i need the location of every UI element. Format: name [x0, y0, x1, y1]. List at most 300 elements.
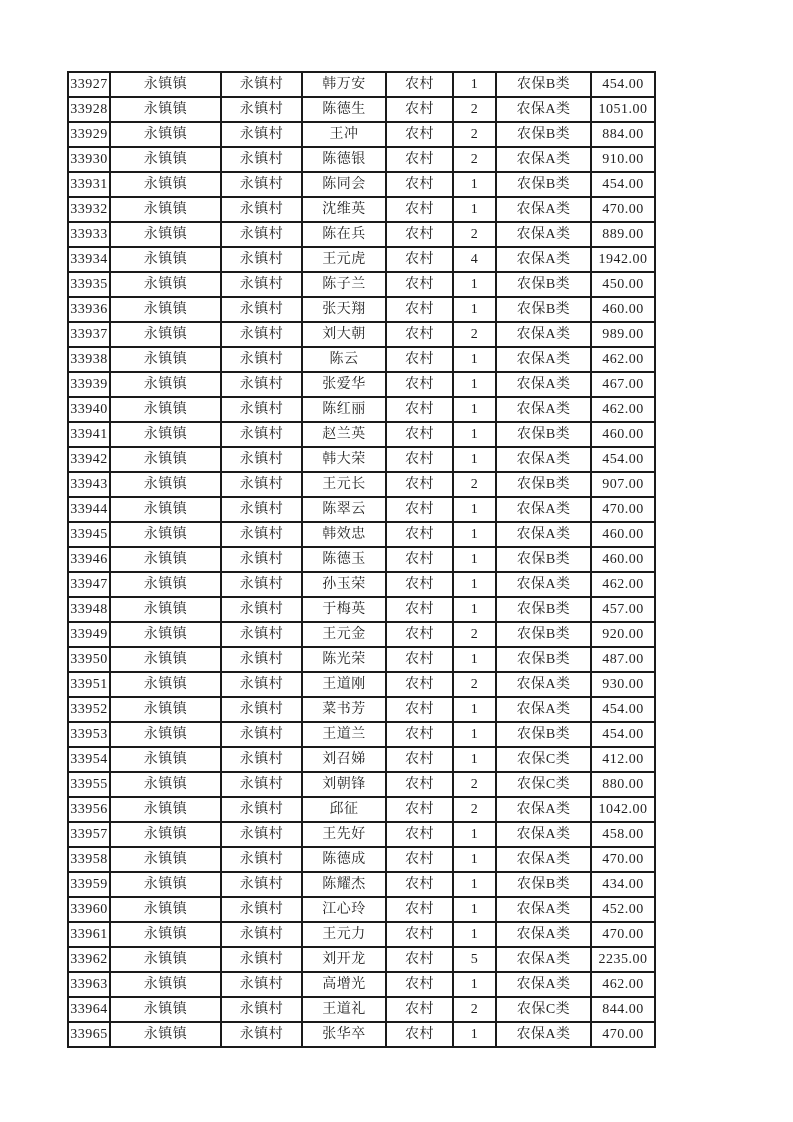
cell-village: 永镇村 [221, 347, 302, 372]
cell-amount: 450.00 [591, 272, 655, 297]
cell-village: 永镇村 [221, 497, 302, 522]
cell-amount: 1942.00 [591, 247, 655, 272]
cell-amount: 457.00 [591, 597, 655, 622]
table-row [68, 447, 655, 472]
table-row [68, 772, 655, 797]
cell-amount: 889.00 [591, 222, 655, 247]
cell-category: 农村 [386, 472, 453, 497]
cell-village: 永镇村 [221, 722, 302, 747]
cell-id: 33942 [68, 447, 110, 472]
cell-id: 33957 [68, 822, 110, 847]
cell-amount: 1051.00 [591, 97, 655, 122]
cell-village: 永镇村 [221, 822, 302, 847]
table-row [68, 122, 655, 147]
cell-village: 永镇村 [221, 322, 302, 347]
cell-id: 33956 [68, 797, 110, 822]
cell-town: 永镇镇 [110, 997, 221, 1022]
cell-count: 1 [453, 647, 496, 672]
cell-id: 33931 [68, 172, 110, 197]
cell-name: 陈红丽 [302, 397, 386, 422]
cell-category: 农村 [386, 297, 453, 322]
cell-category: 农村 [386, 797, 453, 822]
cell-category: 农村 [386, 697, 453, 722]
cell-town: 永镇镇 [110, 597, 221, 622]
cell-insurance_type: 农保A类 [496, 147, 591, 172]
cell-town: 永镇镇 [110, 872, 221, 897]
cell-amount: 454.00 [591, 172, 655, 197]
cell-category: 农村 [386, 172, 453, 197]
table-row [68, 647, 655, 672]
cell-insurance_type: 农保B类 [496, 472, 591, 497]
cell-category: 农村 [386, 247, 453, 272]
cell-village: 永镇村 [221, 972, 302, 997]
table-row [68, 847, 655, 872]
cell-category: 农村 [386, 822, 453, 847]
cell-amount: 470.00 [591, 197, 655, 222]
cell-insurance_type: 农保B类 [496, 722, 591, 747]
cell-town: 永镇镇 [110, 147, 221, 172]
cell-town: 永镇镇 [110, 472, 221, 497]
cell-insurance_type: 农保A类 [496, 347, 591, 372]
cell-id: 33940 [68, 397, 110, 422]
cell-village: 永镇村 [221, 947, 302, 972]
cell-name: 陈在兵 [302, 222, 386, 247]
table-row [68, 747, 655, 772]
cell-village: 永镇村 [221, 572, 302, 597]
cell-town: 永镇镇 [110, 197, 221, 222]
cell-id: 33955 [68, 772, 110, 797]
cell-category: 农村 [386, 872, 453, 897]
table-row [68, 372, 655, 397]
cell-count: 1 [453, 1022, 496, 1047]
cell-count: 1 [453, 522, 496, 547]
cell-village: 永镇村 [221, 397, 302, 422]
table-row [68, 422, 655, 447]
cell-amount: 470.00 [591, 1022, 655, 1047]
table-row [68, 1022, 655, 1047]
cell-insurance_type: 农保A类 [496, 247, 591, 272]
cell-id: 33934 [68, 247, 110, 272]
cell-amount: 462.00 [591, 347, 655, 372]
cell-town: 永镇镇 [110, 747, 221, 772]
cell-name: 陈云 [302, 347, 386, 372]
cell-village: 永镇村 [221, 672, 302, 697]
cell-village: 永镇村 [221, 847, 302, 872]
cell-insurance_type: 农保A类 [496, 922, 591, 947]
cell-amount: 434.00 [591, 872, 655, 897]
cell-name: 孙玉荣 [302, 572, 386, 597]
cell-category: 农村 [386, 622, 453, 647]
cell-insurance_type: 农保A类 [496, 97, 591, 122]
cell-town: 永镇镇 [110, 647, 221, 672]
table-row [68, 972, 655, 997]
cell-amount: 1042.00 [591, 797, 655, 822]
cell-category: 农村 [386, 672, 453, 697]
cell-village: 永镇村 [221, 922, 302, 947]
cell-insurance_type: 农保B类 [496, 72, 591, 97]
table-row [68, 622, 655, 647]
cell-amount: 930.00 [591, 672, 655, 697]
cell-insurance_type: 农保A类 [496, 697, 591, 722]
table-row [68, 522, 655, 547]
cell-id: 33954 [68, 747, 110, 772]
cell-village: 永镇村 [221, 72, 302, 97]
cell-count: 1 [453, 297, 496, 322]
cell-insurance_type: 农保A类 [496, 397, 591, 422]
cell-count: 1 [453, 972, 496, 997]
cell-id: 33950 [68, 647, 110, 672]
cell-amount: 458.00 [591, 822, 655, 847]
cell-amount: 462.00 [591, 397, 655, 422]
cell-id: 33935 [68, 272, 110, 297]
cell-count: 1 [453, 747, 496, 772]
cell-count: 2 [453, 622, 496, 647]
table-row [68, 497, 655, 522]
table-row [68, 472, 655, 497]
cell-insurance_type: 农保B类 [496, 422, 591, 447]
cell-village: 永镇村 [221, 222, 302, 247]
cell-village: 永镇村 [221, 997, 302, 1022]
cell-id: 33965 [68, 1022, 110, 1047]
cell-count: 2 [453, 472, 496, 497]
cell-id: 33930 [68, 147, 110, 172]
cell-id: 33946 [68, 547, 110, 572]
cell-id: 33961 [68, 922, 110, 947]
cell-count: 1 [453, 272, 496, 297]
cell-name: 陈同会 [302, 172, 386, 197]
cell-village: 永镇村 [221, 597, 302, 622]
cell-name: 王道兰 [302, 722, 386, 747]
cell-insurance_type: 农保A类 [496, 222, 591, 247]
cell-name: 陈德成 [302, 847, 386, 872]
cell-category: 农村 [386, 122, 453, 147]
cell-amount: 462.00 [591, 972, 655, 997]
cell-amount: 844.00 [591, 997, 655, 1022]
cell-id: 33932 [68, 197, 110, 222]
cell-id: 33959 [68, 872, 110, 897]
cell-town: 永镇镇 [110, 497, 221, 522]
cell-name: 赵兰英 [302, 422, 386, 447]
table-row [68, 72, 655, 97]
table-row [68, 397, 655, 422]
cell-category: 农村 [386, 347, 453, 372]
cell-name: 菜书芳 [302, 697, 386, 722]
cell-name: 张爱华 [302, 372, 386, 397]
cell-village: 永镇村 [221, 472, 302, 497]
cell-name: 陈翠云 [302, 497, 386, 522]
cell-insurance_type: 农保B类 [496, 272, 591, 297]
cell-category: 农村 [386, 422, 453, 447]
cell-town: 永镇镇 [110, 822, 221, 847]
cell-category: 农村 [386, 772, 453, 797]
cell-amount: 454.00 [591, 72, 655, 97]
cell-category: 农村 [386, 222, 453, 247]
cell-id: 33945 [68, 522, 110, 547]
cell-id: 33943 [68, 472, 110, 497]
table-row [68, 197, 655, 222]
cell-name: 韩大荣 [302, 447, 386, 472]
cell-town: 永镇镇 [110, 547, 221, 572]
cell-name: 王元虎 [302, 247, 386, 272]
cell-name: 高增光 [302, 972, 386, 997]
cell-category: 农村 [386, 572, 453, 597]
cell-insurance_type: 农保A类 [496, 897, 591, 922]
cell-category: 农村 [386, 647, 453, 672]
cell-name: 韩万安 [302, 72, 386, 97]
cell-town: 永镇镇 [110, 672, 221, 697]
cell-amount: 460.00 [591, 422, 655, 447]
table-row [68, 922, 655, 947]
cell-insurance_type: 农保B类 [496, 122, 591, 147]
cell-name: 王冲 [302, 122, 386, 147]
table-row [68, 297, 655, 322]
cell-count: 2 [453, 222, 496, 247]
cell-town: 永镇镇 [110, 522, 221, 547]
table-row [68, 997, 655, 1022]
table-row [68, 347, 655, 372]
cell-town: 永镇镇 [110, 122, 221, 147]
cell-id: 33964 [68, 997, 110, 1022]
cell-village: 永镇村 [221, 422, 302, 447]
cell-town: 永镇镇 [110, 447, 221, 472]
table-row [68, 247, 655, 272]
cell-amount: 907.00 [591, 472, 655, 497]
table-row [68, 572, 655, 597]
cell-amount: 884.00 [591, 122, 655, 147]
cell-id: 33953 [68, 722, 110, 747]
cell-town: 永镇镇 [110, 347, 221, 372]
cell-town: 永镇镇 [110, 172, 221, 197]
cell-town: 永镇镇 [110, 422, 221, 447]
cell-town: 永镇镇 [110, 247, 221, 272]
cell-category: 农村 [386, 597, 453, 622]
cell-id: 33952 [68, 697, 110, 722]
cell-count: 1 [453, 197, 496, 222]
cell-name: 王元金 [302, 622, 386, 647]
table-row [68, 272, 655, 297]
cell-insurance_type: 农保C类 [496, 997, 591, 1022]
cell-insurance_type: 农保A类 [496, 522, 591, 547]
cell-insurance_type: 农保A类 [496, 197, 591, 222]
cell-town: 永镇镇 [110, 572, 221, 597]
cell-id: 33938 [68, 347, 110, 372]
cell-village: 永镇村 [221, 547, 302, 572]
cell-insurance_type: 农保A类 [496, 372, 591, 397]
cell-count: 2 [453, 147, 496, 172]
cell-town: 永镇镇 [110, 797, 221, 822]
cell-category: 农村 [386, 497, 453, 522]
cell-village: 永镇村 [221, 172, 302, 197]
cell-category: 农村 [386, 847, 453, 872]
cell-town: 永镇镇 [110, 322, 221, 347]
cell-name: 陈德生 [302, 97, 386, 122]
cell-count: 4 [453, 247, 496, 272]
cell-amount: 460.00 [591, 547, 655, 572]
cell-insurance_type: 农保B类 [496, 872, 591, 897]
cell-amount: 460.00 [591, 297, 655, 322]
cell-town: 永镇镇 [110, 922, 221, 947]
cell-amount: 454.00 [591, 447, 655, 472]
cell-id: 33963 [68, 972, 110, 997]
cell-id: 33949 [68, 622, 110, 647]
cell-town: 永镇镇 [110, 397, 221, 422]
cell-town: 永镇镇 [110, 772, 221, 797]
table-row [68, 897, 655, 922]
cell-amount: 487.00 [591, 647, 655, 672]
cell-category: 农村 [386, 147, 453, 172]
cell-village: 永镇村 [221, 272, 302, 297]
cell-category: 农村 [386, 372, 453, 397]
cell-category: 农村 [386, 272, 453, 297]
cell-name: 刘开龙 [302, 947, 386, 972]
cell-count: 1 [453, 572, 496, 597]
cell-id: 33939 [68, 372, 110, 397]
cell-amount: 412.00 [591, 747, 655, 772]
cell-count: 1 [453, 497, 496, 522]
cell-count: 2 [453, 122, 496, 147]
cell-name: 刘大朝 [302, 322, 386, 347]
cell-category: 农村 [386, 72, 453, 97]
cell-name: 邱征 [302, 797, 386, 822]
cell-village: 永镇村 [221, 872, 302, 897]
cell-count: 1 [453, 547, 496, 572]
cell-name: 江心玲 [302, 897, 386, 922]
cell-town: 永镇镇 [110, 972, 221, 997]
cell-name: 王道刚 [302, 672, 386, 697]
cell-category: 农村 [386, 522, 453, 547]
cell-name: 王元力 [302, 922, 386, 947]
table-row [68, 172, 655, 197]
cell-amount: 452.00 [591, 897, 655, 922]
cell-amount: 470.00 [591, 497, 655, 522]
cell-category: 农村 [386, 997, 453, 1022]
table-row [68, 322, 655, 347]
cell-town: 永镇镇 [110, 72, 221, 97]
cell-count: 5 [453, 947, 496, 972]
table-row [68, 947, 655, 972]
cell-id: 33928 [68, 97, 110, 122]
cell-insurance_type: 农保B类 [496, 622, 591, 647]
cell-amount: 454.00 [591, 722, 655, 747]
cell-insurance_type: 农保C类 [496, 747, 591, 772]
cell-category: 农村 [386, 972, 453, 997]
cell-insurance_type: 农保A类 [496, 447, 591, 472]
cell-category: 农村 [386, 722, 453, 747]
cell-village: 永镇村 [221, 97, 302, 122]
cell-id: 33937 [68, 322, 110, 347]
table-row [68, 697, 655, 722]
cell-count: 1 [453, 922, 496, 947]
cell-town: 永镇镇 [110, 372, 221, 397]
cell-insurance_type: 农保A类 [496, 497, 591, 522]
cell-insurance_type: 农保B类 [496, 547, 591, 572]
cell-count: 1 [453, 397, 496, 422]
cell-insurance_type: 农保A类 [496, 847, 591, 872]
cell-count: 1 [453, 347, 496, 372]
cell-village: 永镇村 [221, 522, 302, 547]
cell-count: 2 [453, 997, 496, 1022]
table-row [68, 797, 655, 822]
cell-name: 韩效忠 [302, 522, 386, 547]
cell-insurance_type: 农保A类 [496, 972, 591, 997]
cell-category: 农村 [386, 447, 453, 472]
table-row [68, 872, 655, 897]
cell-amount: 470.00 [591, 922, 655, 947]
cell-village: 永镇村 [221, 372, 302, 397]
cell-village: 永镇村 [221, 147, 302, 172]
cell-name: 陈德玉 [302, 547, 386, 572]
cell-category: 农村 [386, 897, 453, 922]
cell-count: 1 [453, 597, 496, 622]
cell-insurance_type: 农保A类 [496, 797, 591, 822]
cell-village: 永镇村 [221, 647, 302, 672]
cell-id: 33941 [68, 422, 110, 447]
cell-amount: 920.00 [591, 622, 655, 647]
cell-village: 永镇村 [221, 897, 302, 922]
cell-count: 2 [453, 97, 496, 122]
cell-id: 33947 [68, 572, 110, 597]
cell-count: 2 [453, 797, 496, 822]
cell-id: 33933 [68, 222, 110, 247]
cell-amount: 460.00 [591, 522, 655, 547]
cell-insurance_type: 农保B类 [496, 172, 591, 197]
cell-insurance_type: 农保B类 [496, 297, 591, 322]
cell-category: 农村 [386, 747, 453, 772]
cell-village: 永镇村 [221, 772, 302, 797]
cell-amount: 454.00 [591, 697, 655, 722]
cell-amount: 2235.00 [591, 947, 655, 972]
cell-count: 1 [453, 722, 496, 747]
cell-count: 1 [453, 697, 496, 722]
cell-count: 1 [453, 372, 496, 397]
cell-count: 1 [453, 897, 496, 922]
cell-town: 永镇镇 [110, 847, 221, 872]
cell-insurance_type: 农保B类 [496, 647, 591, 672]
table-row [68, 597, 655, 622]
cell-town: 永镇镇 [110, 947, 221, 972]
cell-category: 农村 [386, 1022, 453, 1047]
cell-name: 刘召娣 [302, 747, 386, 772]
cell-name: 陈德银 [302, 147, 386, 172]
cell-insurance_type: 农保A类 [496, 822, 591, 847]
cell-insurance_type: 农保A类 [496, 947, 591, 972]
cell-town: 永镇镇 [110, 97, 221, 122]
table-row [68, 547, 655, 572]
cell-town: 永镇镇 [110, 722, 221, 747]
cell-town: 永镇镇 [110, 222, 221, 247]
cell-village: 永镇村 [221, 297, 302, 322]
cell-village: 永镇村 [221, 797, 302, 822]
cell-count: 1 [453, 847, 496, 872]
cell-name: 于梅英 [302, 597, 386, 622]
cell-name: 陈耀杰 [302, 872, 386, 897]
cell-category: 农村 [386, 397, 453, 422]
cell-insurance_type: 农保A类 [496, 322, 591, 347]
cell-count: 1 [453, 872, 496, 897]
cell-town: 永镇镇 [110, 1022, 221, 1047]
cell-insurance_type: 农保B类 [496, 597, 591, 622]
cell-name: 刘朝锋 [302, 772, 386, 797]
cell-count: 1 [453, 72, 496, 97]
cell-village: 永镇村 [221, 247, 302, 272]
cell-name: 张华卒 [302, 1022, 386, 1047]
table-row [68, 672, 655, 697]
cell-category: 农村 [386, 547, 453, 572]
cell-amount: 467.00 [591, 372, 655, 397]
cell-village: 永镇村 [221, 747, 302, 772]
table-body [68, 72, 655, 1047]
cell-insurance_type: 农保A类 [496, 1022, 591, 1047]
